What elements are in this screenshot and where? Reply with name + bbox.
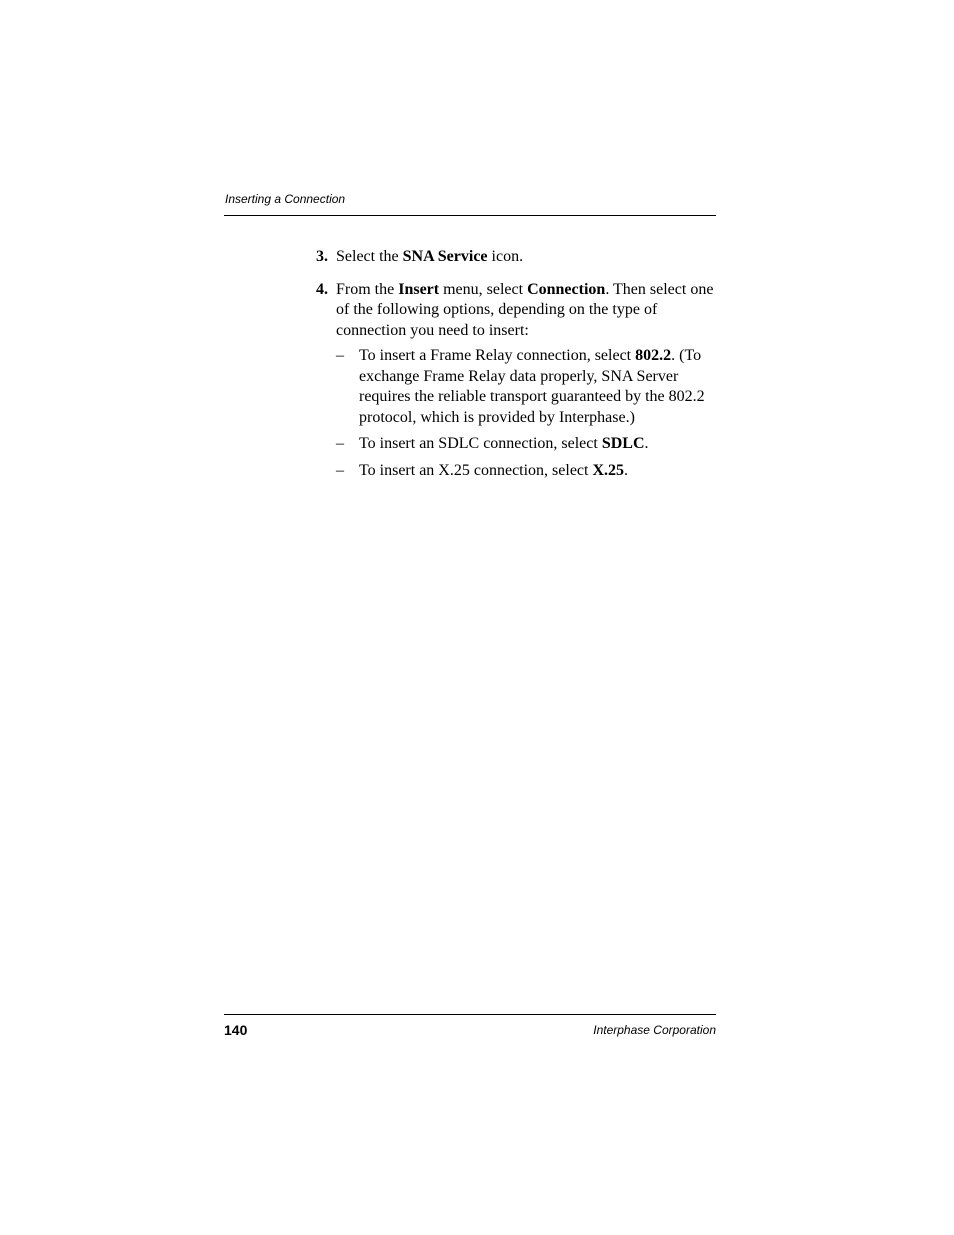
running-header: Inserting a Connection	[225, 192, 346, 206]
step-3-text-2: icon.	[487, 248, 524, 265]
step-3-text-1: Select the	[336, 248, 403, 265]
step-4-text-3: . Then select one of the following options, depending on the type of connection you need to insert:	[336, 280, 714, 339]
step-3	[316, 247, 720, 268]
insert-menu-term: Insert	[398, 280, 440, 298]
step-number: 4.	[316, 280, 328, 298]
page-number: 140	[224, 1022, 248, 1038]
step-number: 3.	[316, 248, 328, 265]
option-frame-relay	[336, 346, 720, 428]
step-4	[316, 280, 720, 482]
option-term-802-2: 802.2	[635, 347, 672, 364]
option-term-sdlc: SDLC	[601, 435, 645, 452]
option-text: .	[644, 435, 649, 452]
option-term-x25: X.25	[592, 461, 625, 479]
step-4-text-2: menu, select	[439, 280, 528, 298]
instruction-body	[316, 247, 720, 481]
option-text: .	[624, 461, 629, 479]
option-text: To insert an X.25 connection, select	[359, 461, 593, 479]
dash-bullet: –	[336, 435, 344, 452]
dash-bullet: –	[336, 461, 344, 479]
option-x25	[336, 461, 720, 482]
option-sdlc	[336, 434, 720, 455]
connection-term: Connection	[527, 280, 606, 298]
sna-service-term: SNA Service	[402, 248, 488, 265]
dash-bullet: –	[336, 347, 344, 364]
step-text	[336, 280, 720, 342]
step-text	[336, 247, 720, 268]
header-rule	[224, 215, 716, 216]
option-text: To insert an SDLC connection, select	[359, 435, 602, 452]
connection-options-list	[336, 346, 720, 481]
footer-rule	[224, 1014, 716, 1015]
step-4-text-1: From the	[336, 280, 399, 298]
option-text: . (To exchange Frame Relay data properly, SNA Server requires the reliable transport guaranteed by the 802.2 protocol, which is provided by Interphase.)	[359, 347, 705, 426]
option-text: To insert a Frame Relay connection, select	[359, 347, 636, 364]
company-name: Interphase Corporation	[593, 1023, 716, 1037]
